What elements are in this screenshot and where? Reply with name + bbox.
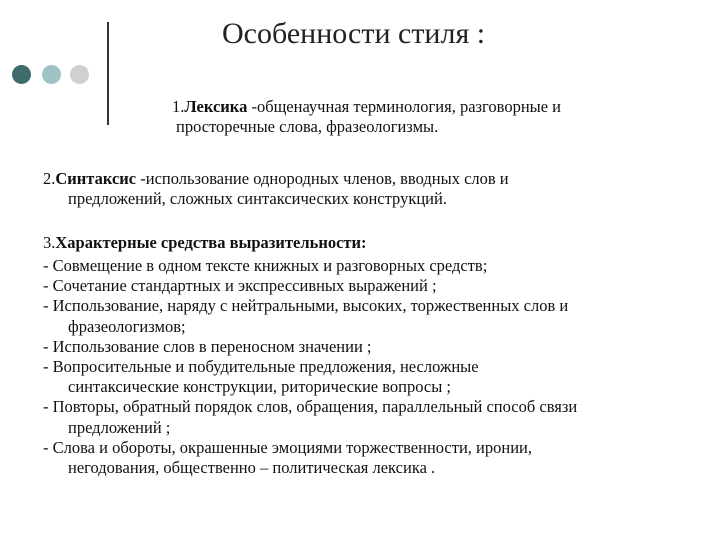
list-item-text: - Использование, наряду с нейтральными, высоких, торжественных слов и (43, 296, 569, 316)
lexika-number: 1. (172, 97, 185, 116)
syntax-text: -использование однородных членов, вводных слов и (136, 169, 509, 188)
list-item-text: - Вопросительные и побудительные предложения, несложные (43, 357, 479, 377)
syntax-continuation: предложений, сложных синтаксических конструкций. (68, 189, 447, 208)
list-item (43, 276, 577, 296)
slide-title: Особенности стиля : (222, 17, 486, 50)
decor-dot-light (42, 65, 61, 84)
syntax-paragraph (43, 169, 509, 209)
means-heading (43, 233, 367, 253)
list-item-text: - Повторы, обратный порядок слов, обращения, параллельный способ связи (43, 397, 578, 417)
list-item (43, 438, 577, 478)
lexika-text: -общенаучная терминология, разговорные и (247, 97, 562, 116)
lexika-continuation: просторечные слова, фразеологизмы. (176, 117, 439, 136)
lexika-first-line (172, 97, 561, 117)
list-item (43, 337, 577, 357)
list-item-text: - Совмещение в одном тексте книжных и разговорных средств; (43, 256, 488, 275)
list-item-text: - Слова и обороты, окрашенные эмоциями торжественности, иронии, (43, 437, 532, 457)
list-item-text: - Сочетание стандартных и экспрессивных выражений ; (43, 276, 437, 296)
list-item-continuation: предложений ; (68, 417, 171, 437)
list-item (43, 397, 577, 437)
list-item (43, 256, 577, 276)
list-item-text: - Использование слов в переносном значении ; (43, 336, 372, 356)
syntax-first-line (43, 169, 509, 189)
syntax-number: 2. (43, 169, 56, 188)
syntax-term: Синтаксис (55, 169, 137, 188)
means-number: 3. (43, 233, 56, 252)
decor-divider (107, 22, 109, 125)
list-item-continuation: фразеологизмов; (68, 316, 186, 336)
list-item (43, 357, 577, 397)
means-list (43, 256, 577, 478)
lexika-paragraph (172, 97, 561, 137)
lexika-term: Лексика (184, 97, 248, 116)
list-item-continuation: синтаксические конструкции, риторические вопросы ; (68, 377, 452, 397)
decor-dot-dark (12, 65, 31, 84)
decor-dot-gray (70, 65, 89, 84)
list-item (43, 296, 577, 336)
list-item-continuation: негодования, общественно – политическая лексика . (68, 458, 436, 478)
means-term: Характерные средства выразительности: (55, 233, 367, 252)
